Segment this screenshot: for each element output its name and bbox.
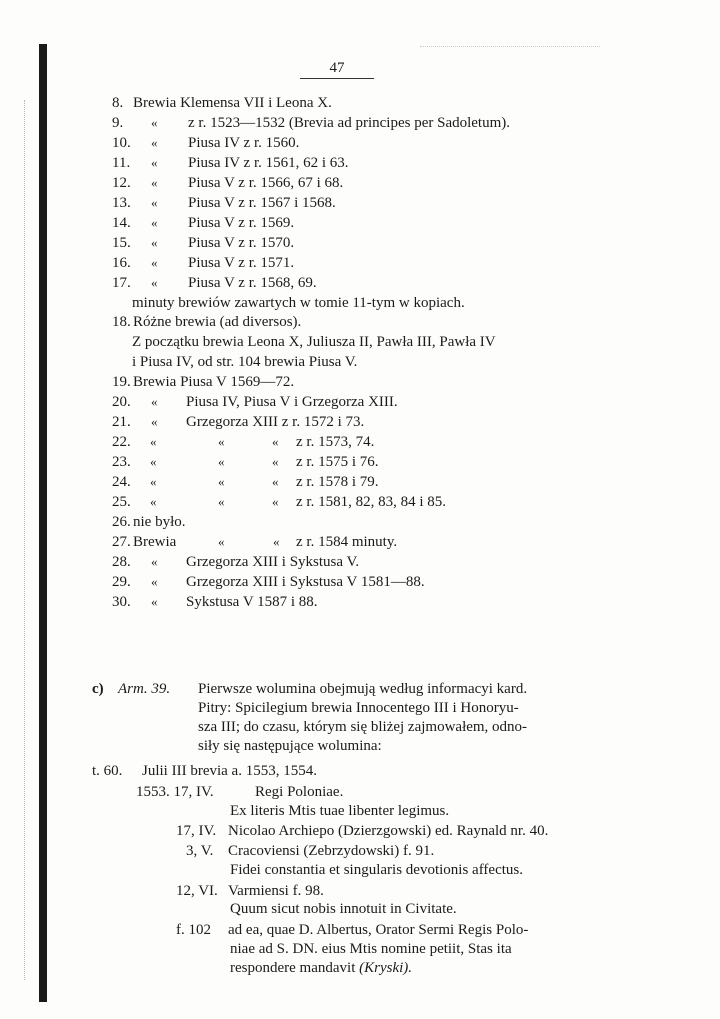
ditto-mark: « [151, 174, 158, 190]
ditto-mark: « [151, 234, 158, 250]
volume-title: Julii III brevia a. 1553, 1554. [142, 763, 317, 779]
entry-text: z r. 1523—1532 (Brevia ad principes per Sadoletum). [188, 114, 511, 131]
entry-number: 10. [112, 134, 131, 151]
section-c-label: c) [92, 681, 104, 697]
entry-number: 9. [112, 114, 124, 131]
ditto-mark: « [150, 434, 157, 450]
item-4-ref: 12, VI. [176, 883, 218, 899]
entry-text: z r. 1584 minuty. [296, 533, 398, 550]
entry-text: Grzegorza XIII i Sykstusa V 1581—88. [186, 573, 425, 590]
entry-text: Brewia Piusa V 1569—72. [133, 374, 295, 391]
ditto-mark: « [218, 474, 225, 490]
entry-number: 14. [112, 214, 131, 231]
entry-text: Piusa V z r. 1571. [188, 254, 295, 271]
ditto-mark: « [150, 474, 157, 490]
entry-text: Piusa IV z r. 1560. [188, 134, 300, 151]
section-c-line-1: Pierwsze wolumina obejmują według informacyi kard. [198, 681, 528, 697]
ditto-mark: « [151, 573, 158, 589]
entry-number: 25. [112, 494, 131, 510]
entry-number: 15. [112, 234, 131, 251]
volume-ref: t. 60. [92, 763, 123, 779]
ditto-mark: « [151, 593, 158, 609]
ditto-mark: « [151, 214, 158, 230]
section-c-line-4: siły się następujące wolumina: [198, 738, 382, 754]
entry-number: 19. [112, 374, 131, 391]
entry-number: 18. [112, 314, 131, 331]
ditto-mark: « [272, 454, 279, 470]
item-5-line-3-text: respondere mandavit [230, 960, 356, 976]
section-c-arm: Arm. 39. [118, 681, 171, 697]
ditto-mark: « [272, 434, 279, 450]
item-2-ref: 17, IV. [176, 823, 217, 839]
entry-text: Piusa V z r. 1568, 69. [188, 274, 317, 291]
ditto-mark: « [218, 454, 225, 470]
ditto-mark: « [218, 494, 225, 509]
item-3-ref: 3, V. [186, 843, 214, 859]
entry-text: Grzegorza XIII i Sykstusa V. [186, 553, 360, 570]
item-3-text: Cracoviensi (Zebrzydowski) f. 91. [228, 843, 435, 859]
item-1-ref: 1553. 17, IV. [136, 784, 214, 800]
entry-number: 30. [112, 593, 131, 610]
ditto-mark: « [151, 414, 158, 430]
entry-text: Brewia Klemensa VII i Leona X. [133, 95, 332, 111]
ditto-mark: « [151, 274, 158, 290]
entry-number: 26. [112, 513, 131, 530]
item-1-note: Ex literis Mtis tuae libenter legimus. [230, 803, 450, 819]
entry-text: nie było. [133, 513, 186, 530]
item-5-signature: (Kryski). [359, 960, 413, 976]
scan-top-marks [420, 46, 600, 49]
ditto-mark: « [273, 533, 280, 549]
ditto-mark: « [151, 114, 158, 130]
section-c-line-3: sza III; do czasu, którym się bliżej zajmowałem, odno- [198, 719, 528, 735]
ditto-mark: « [272, 474, 279, 490]
entry-text: Piusa V z r. 1567 i 1568. [188, 194, 336, 211]
ditto-mark: « [150, 494, 157, 509]
ditto-mark: « [272, 494, 279, 509]
entry-number: 20. [112, 394, 131, 411]
entry-number: 21. [112, 414, 131, 431]
entry-text: z r. 1573, 74. [296, 434, 375, 451]
entry-number: 17. [112, 274, 131, 291]
entry-number: 28. [112, 553, 131, 570]
item-5-line-2: niae ad S. DN. eius Mtis nomine petiit, Stas ita [230, 941, 512, 957]
item-3-note: Fidei constantia et singularis devotionis affectus. [230, 862, 523, 878]
entry-text: Piusa IV, Piusa V i Grzegorza XIII. [186, 394, 398, 411]
entry-number: 11. [112, 154, 131, 171]
ditto-mark: « [151, 154, 158, 170]
entry-number: 23. [112, 454, 131, 471]
entry-text: Sykstusa V 1587 i 88. [186, 593, 318, 610]
entry-text: Grzegorza XIII z r. 1572 i 73. [186, 414, 365, 431]
item-5-line-3 [230, 959, 412, 977]
entry-text: z r. 1581, 82, 83, 84 i 85. [296, 494, 446, 510]
ditto-mark: « [218, 533, 225, 549]
item-4-text: Varmiensi f. 98. [228, 883, 324, 899]
entry-number: 27. [112, 533, 131, 550]
item-4-note: Quum sicut nobis innotuit in Civitate. [230, 901, 457, 917]
entry-number: 29. [112, 573, 131, 590]
entry-number: 24. [112, 474, 131, 491]
entry-number: 12. [112, 174, 131, 191]
entry-text: Z początku brewia Leona X, Juliusza II, Pawła III, Pawła IV [132, 334, 496, 351]
entry-text: i Piusa IV, od str. 104 brewia Piusa V. [132, 354, 358, 371]
section-c-line-2: Pitry: Spicilegium brewia Innocentego III i Honoryu- [198, 700, 519, 716]
ditto-mark: « [151, 553, 158, 569]
entry-number: 13. [112, 194, 131, 211]
item-2-text: Nicolao Archiepo (Dzierzgowski) ed. Raynald nr. 40. [228, 823, 549, 839]
ditto-mark: « [151, 394, 158, 410]
entry-number: 16. [112, 254, 131, 271]
entry-number: 8. [112, 95, 124, 111]
page-number: 47 [300, 58, 374, 79]
item-1-text: Regi Poloniae. [255, 784, 344, 800]
entry-lead-word: Brewia [133, 533, 177, 550]
ditto-mark: « [218, 434, 225, 450]
entry-text: Piusa V z r. 1566, 67 i 68. [188, 174, 344, 191]
binding-edge [39, 44, 47, 1002]
entry-text: Piusa V z r. 1570. [188, 234, 295, 251]
ditto-mark: « [151, 194, 158, 210]
ditto-mark: « [151, 134, 158, 150]
item-5-ref: f. 102 [176, 922, 211, 938]
item-5-text: ad ea, quae D. Albertus, Orator Sermi Regis Polo- [228, 922, 529, 938]
entry-text: z r. 1575 i 76. [296, 454, 379, 471]
scan-edge-marks [24, 100, 27, 980]
entry-text: Piusa IV z r. 1561, 62 i 63. [188, 154, 349, 171]
entry-text: minuty brewiów zawartych w tomie 11-tym w kopiach. [132, 294, 465, 311]
ditto-mark: « [150, 454, 157, 470]
entry-text: Różne brewia (ad diversos). [133, 314, 302, 331]
entry-text: Piusa V z r. 1569. [188, 214, 295, 231]
ditto-mark: « [151, 254, 158, 270]
entry-text: z r. 1578 i 79. [296, 474, 379, 491]
entry-number: 22. [112, 434, 131, 451]
